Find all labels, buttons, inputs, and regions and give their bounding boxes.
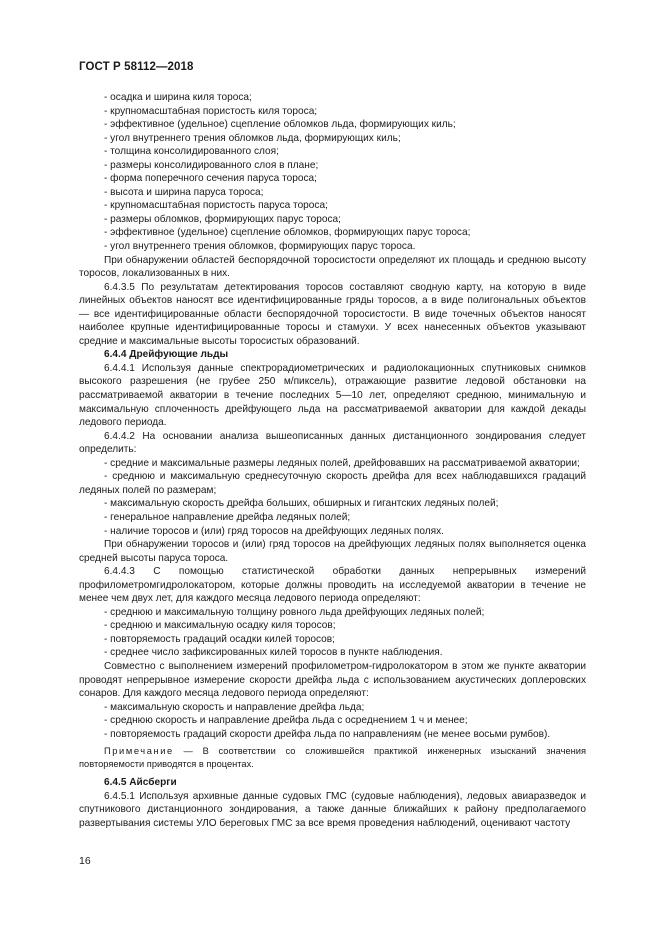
list-item: - осадка и ширина киля тороса; — [104, 92, 252, 103]
paragraph: Совместно с выполнением измерений профилометром-гидролокатором в этом же пункте акватории проводят непрерывное измерение скорости дрейфа льда с использованием акустических доплеровских сонаров. Для каждого месяца ледового периода определяют: — [79, 660, 586, 700]
list-item: - размеры обломков, формирующих парус тороса; — [104, 213, 341, 225]
list-item: - угол внутреннего трения обломков, формирующих парус тороса. — [104, 241, 416, 253]
list-item: - повторяемость градаций скорости дрейфа льда по направлениям (не менее восьми румбов). — [104, 728, 551, 740]
note-label: Примечание — [104, 746, 174, 757]
paragraph: 6.4.5.1 Используя архивные данные судовых ГМС (судовые наблюдения), ледовых авиаразведок и спутникового дистанционного зондирования, а также данные ближайших к району предполагаемого развертывания системы УЛО береговых ГМС за все время проведения наблюдений, оценивают частоту — [79, 790, 586, 829]
paragraph: При обнаружении областей беспорядочной торосистости определяют их площадь и среднюю высоту торосов, локализованных в них. — [79, 254, 586, 280]
list-item: - генеральное направление дрейфа ледяных полей; — [104, 511, 351, 523]
note — [79, 745, 586, 770]
paragraph: 6.4.4.3 С помощью статистической обработки данных непрерывных измерений профилометромгидролокатором, которые должны проводить на исследуемой акватории в течение не менее чем двух лет, для каждого месяца ледового периода определяют: — [79, 566, 586, 605]
list-item: - угол внутреннего трения обломков льда, формирующих киль; — [104, 132, 401, 144]
list-item: - среднюю и максимальную осадку киля торосов; — [104, 620, 336, 632]
list-item: - эффективное (удельное) сцепление обломков льда, формирующих киль; — [104, 119, 456, 131]
list-item: - крупномасштабная пористость киля тороса; — [104, 105, 318, 117]
list-item: - эффективное (удельное) сцепление обломков, формирующих парус тороса; — [104, 227, 471, 239]
list-item: - среднюю и максимальную толщину ровного льда дрейфующих ледяных полей; — [104, 606, 485, 618]
page-number: 16 — [79, 855, 91, 867]
list-item: - размеры консолидированного слоя в плане; — [104, 159, 319, 171]
list-item: - крупномасштабная пористость паруса тороса; — [104, 200, 328, 212]
section-heading: 6.4.4 Дрейфующие льды — [104, 349, 229, 361]
list-item: - средние и максимальные размеры ледяных полей, дрейфовавших на рассматриваемой акватории; — [104, 457, 580, 469]
list-item: - среднюю и максимальную среднесуточную скорость дрейфа для всех наблюдавшихся градаций ледяных полей по размерам; — [79, 471, 586, 496]
section-heading: 6.4.5 Айсберги — [104, 777, 177, 789]
page-body — [79, 91, 586, 830]
list-item: - наличие торосов и (или) гряд торосов на дрейфующих ледяных полях. — [104, 525, 444, 537]
list-item: - толщина консолидированного слоя; — [104, 146, 279, 158]
document-header: ГОСТ Р 58112—2018 — [79, 61, 194, 73]
note-text: — В соответствии со сложившейся практикой инженерных изысканий значения повторяемости приводятся в процентах. — [79, 746, 586, 769]
list-item: - максимальную скорость дрейфа больших, обширных и гигантских ледяных полей; — [104, 498, 499, 510]
list-item: - среднее число зафиксированных килей торосов в пункте наблюдения. — [104, 647, 443, 659]
list-item: - форма поперечного сечения паруса тороса; — [104, 173, 317, 185]
paragraph: 6.4.4.2 На основании анализа вышеописанных данных дистанционного зондирования следует определить: — [79, 430, 586, 456]
list-item: - максимальную скорость и направление дрейфа льда; — [104, 701, 365, 713]
list-item: - высота и ширина паруса тороса; — [104, 186, 264, 198]
paragraph: 6.4.3.5 По результатам детектирования торосов составляют сводную карту, на которую в виде линейных объектов наносят все идентифицированные гряды торосов, а в виде полигональных объектов — все идентифицированные области беспорядочной торосистости. В виде точечных объектов наносят наиболее крупные идентифицированные торосы и стамухи. У всех нанесенных объектов указывают средние и максимальные высоты торосистых образований. — [79, 281, 586, 347]
list-item: - среднюю скорость и направление дрейфа льда с осреднением 1 ч и менее; — [104, 715, 468, 727]
paragraph: 6.4.4.1 Используя данные спектрорадиометрических и радиолокационных спутниковых снимков высокого разрешения (не грубее 250 м/пиксель), отражающие развитие ледовой обстановки на рассматриваемой акватории в течение последних 5—10 лет, определяют среднюю, минимальную и максимальную сплоченность дрейфующего льда на рассматриваемой акватории для каждой декады ледового периода. — [79, 362, 586, 429]
paragraph: При обнаружении торосов и (или) гряд торосов на дрейфующих ледяных полях выполняется оценка средней высоты паруса тороса. — [79, 539, 586, 564]
list-item: - повторяемость градаций осадки килей торосов; — [104, 633, 335, 645]
